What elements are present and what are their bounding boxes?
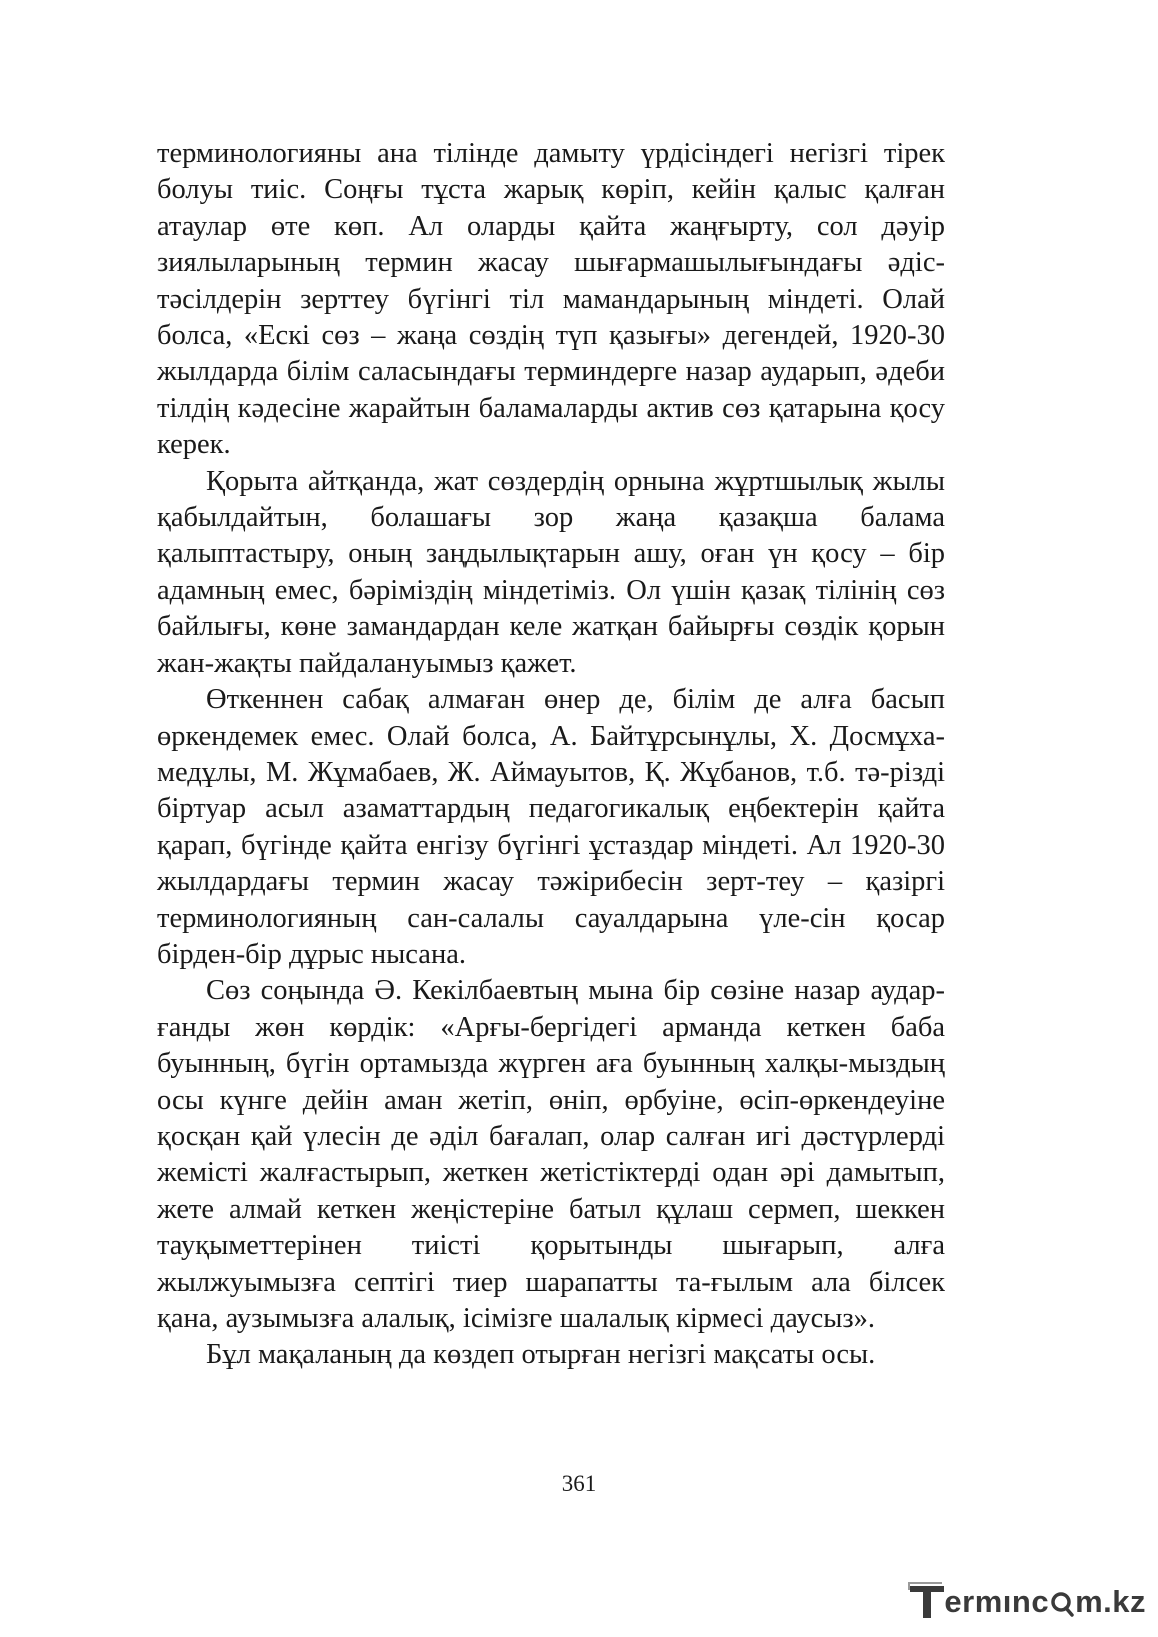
paragraph-1: терминологияны ана тілінде дамыту үрдісіндегі негізгі тірек болуы тиіс. Соңғы тұста жарық көріп, кейін қалыс қалған атаулар өте көп. Ал оларды қайта жаңғырту, сол дәуір зиялыларының термин жасау шығармашылығындағы әдіс-тәсілдерін зерттеу бүгінгі тіл мамандарының міндеті. Олай болса, «Ескі сөз – жаңа сөздің түп қазығы» дегендей, 1920-30 жылдарда білім саласындағы терминдерге назар аударып, әдеби тілдің кәдесіне жарайтын баламаларды актив сөз қатарына қосу керек. (157, 138, 945, 461)
watermark-text-start: ermınc (944, 1584, 1050, 1619)
site-watermark (908, 1581, 1146, 1623)
magnifier-icon (1050, 1587, 1074, 1617)
page-number: 361 (561, 1471, 597, 1496)
paragraph-5: Бұл мақаланың да көздеп отырған негізгі мақсаты осы. (206, 1339, 876, 1371)
watermark-text-end: m.kz (1075, 1584, 1146, 1619)
letter-t-logo-icon (908, 1581, 948, 1623)
paragraph-4: Сөз соңында Ә. Кекілбаевтың мына бір сөзіне назар аудар-ғанды жөн көрдік: «Арғы-бергідегі арманда кеткен баба буынның, бүгін ортамызда жүрген аға буынның халқы-мыздың осы күнге дейін аман жетіп, өніп, өрбуіне, өсіп-өркендеуіне қосқан қай үлесін де әділ бағалап, олар салған игі дәстүрлерді жемісті жалғастырып, жеткен жетістіктерді одан әрі дамытып, жете алмай кеткен жеңістеріне батыл құлаш сермеп, шеккен тауқыметтерінен тиісті қорытынды шығарып, алға жылжуымызға септігі тиер шарапатты та-ғылым ала білсек қана, аузымызға алалық, ісімізге шалалық кірмесі даусыз». (157, 975, 945, 1334)
paragraph-2: Қорыта айтқанда, жат сөздердің орнына жұртшылық жылы қабылдайтын, болашағы зор жаңа қазақша балама қалыптастыру, оның заңдылықтарын ашу, оған үн қосу – бір адамның емес, бәріміздің міндетіміз. Ол үшін қазақ тілінің сөз байлығы, көне замандардан келе жатқан байырғы сөздік қорын жан-жақты пайдалануымыз қажет. (157, 465, 945, 679)
paragraph-3: Өткеннен сабақ алмаған өнер де, білім де алға басып өркендемек емес. Олай болса, А. Байтұрсынұлы, Х. Досмұха-медұлы, М. Жұмабаев, Ж. Аймауытов, Қ. Жұбанов, т.б. тә-різді біртуар асыл азаматтардың педагогикалық еңбектерін қайта қарап, бүгінде қайта енгізу бүгінгі ұстаздар міндеті. Ал 1920-30 жылдардағы термин жасау тәжірибесін зерт-теу – қазіргі терминологияның сан-салалы сауалдарына үле-сін қосар бірден-бір дұрыс нысана. (157, 684, 945, 970)
document-body (157, 136, 945, 1374)
